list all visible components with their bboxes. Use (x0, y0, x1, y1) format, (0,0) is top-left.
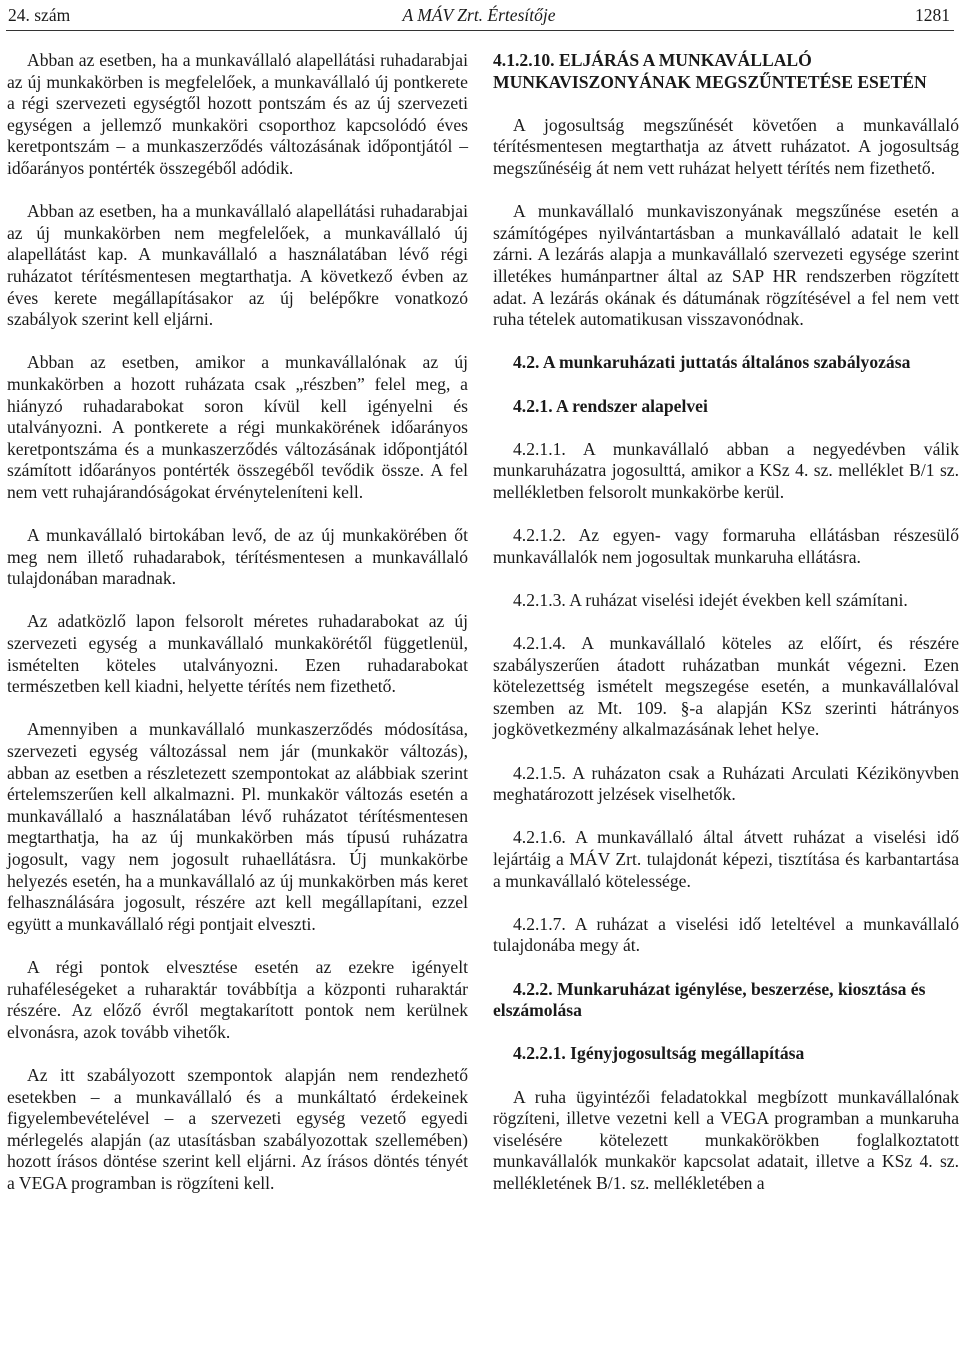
journal-title: A MÁV Zrt. Értesítője (402, 5, 556, 25)
section-heading-4-2-1: 4.2.1. A rendszer alapelvei (513, 395, 708, 416)
paragraph: Abban az esetben, ha a munkavállaló alapellátási ruhadarabjai az új munkakörben nem megfelelőek, a munkavállaló új alapellátást kap. A munkavállaló a használatában lévő régi ruházatot térítésmentesen megtarthatja. A következő évben az éves kerete megállapításakor az új belépőkre vonatkozó szabályok szerint kell eljárni. (7, 201, 468, 330)
paragraph: Az itt szabályozott szempontok alapján nem rendezhető esetekben – a munkavállaló és a munkáltató érdekeinek figyelembevételével – a szervezeti egység vezető egyedi mérlegelés alapján (az utasításban szabályozottak szellemében) hozott írásos döntése szerint kell eljárni. Az írásos döntés tényét a VEGA programban is rögzíteni kell. (7, 1064, 468, 1193)
section-heading-4-2: 4.2. A munkaruházati juttatás általános szabályozása (513, 352, 911, 373)
paragraph: A munkavállaló birtokában levő, de az új munkakörében őt meg nem illető ruhadarabok, térítésmentesen a munkavállaló tulajdonában maradnak. (7, 525, 468, 589)
paragraph: Abban az esetben, amikor a munkavállalónak az új munkakörben a hozott ruházata csak „részben” felel meg, a hiányzó ruhadarabokat soron kívül kell igényelni és utalványozni. A pontkerete a régi munkakörének időarányos keretpontszáma és a munkaszerződés változásának időpontjától számított időarányos pontérték összegéből tevődik össze. A fel nem vett ruhajárandóságokat érvényteleníteni kell. (7, 352, 468, 502)
paragraph-4-2-1-2: 4.2.1.2. Az egyen- vagy formaruha ellátásban részesülő munkavállalók nem jogosultak munkaruha ellátásra. (493, 525, 959, 567)
paragraph: A ruha ügyintézői feladatokkal megbízott munkavállalónak rögzíteni, illetve vezetni kell a VEGA programban a munkaruha viselésére kötelezett munkakörökben foglalkoztatott munkavállalók munkakör kapcsolat adatait, illetve a KSz 4. sz. mellékletének B/1. sz. mellékletében a (493, 1086, 959, 1193)
section-heading-4-2-2-1: 4.2.2.1. Igényjogosultság megállapítása (513, 1043, 805, 1064)
paragraph-4-2-1-1: 4.2.1.1. A munkavállaló abban a negyedévben válik munkaruházatra jogosulttá, amikor a KSz 4. sz. melléklet B/1 sz. mellékletben felsorolt munkakörbe kerül. (493, 438, 959, 502)
paragraph-4-2-1-3: 4.2.1.3. A ruházat viselési idejét években kell számítani. (513, 589, 908, 610)
paragraph-4-2-1-6: 4.2.1.6. A munkavállaló által átvett ruházat a viselési idő lejártáig a MÁV Zrt. tulajdonát képezi, tisztítása és karbantartása a munkavállaló kötelessége. (493, 827, 959, 891)
header-rule (6, 30, 954, 31)
paragraph: A régi pontok elvesztése esetén az ezekre igényelt ruhaféleségeket a ruharaktár továbbítja a központi ruharaktár részére. Az előző évről megtakarított pontok nem kerülnek elvonásra, azok tovább vihetők. (7, 956, 468, 1042)
left-column (7, 50, 468, 1216)
section-heading-4-2-2: 4.2.2. Munkaruházat igénylése, beszerzése, kiosztása és elszámolása (493, 978, 926, 1021)
paragraph-4-2-1-7: 4.2.1.7. A ruházat a viselési idő leteltével a munkavállaló tulajdonába megy át. (493, 913, 959, 956)
page-header (8, 4, 950, 30)
paragraph-4-2-1-4: 4.2.1.4. A munkavállaló köteles az előírt, és részére szabályszerűen átadott ruházatban munkát végezni. Ezen kötelezettség ismételt megszegése esetén, a munkavállalóval szemben az Mt. 109. §-a alapján KSz szerinti hátrányos jogkövetkezmény alkalmazásának lehet helye. (493, 633, 959, 740)
paragraph: Az adatközlő lapon felsorolt méretes ruhadarabokat az új szervezeti egység a munkavállaló munkakörétől függetlenül, ismételten köteles utalványozni. Ezen ruhadarabokat természetben kell kiadni, helyette térítés nem fizethető. (7, 611, 468, 697)
issue-number: 24. szám (8, 5, 71, 25)
paragraph: Amennyiben a munkavállaló munkaszerződés módosítása, szervezeti egység változással nem jár (munkakör változás), abban az esetben a részletezett szempontokat az alábbiak szerint értelemszerűen kell alkalmazni. Pl. munkakör változás esetén a munkavállaló a használatában lévő ruházatot térítésmentesen megtarthatja, ha az új munkakörben más típusú ruházatra jogosult, vagy nem jogosult ruhaellátásra. Új munkakörbe helyezés esetén, ha a munkavállaló az új munkakörben más keret felhasználására jogosult, részére azt kell megállapítani, ezzel együtt a munkavállaló régi pontjait elveszti. (7, 719, 468, 934)
paragraph: A jogosultság megszűnését követően a munkavállaló térítésmentesen megtarthatja az átvett ruházatot. A jogosultság megszűnéséig át nem vett ruházat helyett térítés nem fizethető. (493, 114, 959, 178)
paragraph-4-2-1-5: 4.2.1.5. A ruházaton csak a Ruházati Arculati Kézikönyvben meghatározott jelzések viselhetők. (493, 762, 959, 805)
right-column (493, 50, 959, 1216)
paragraph: A munkavállaló munkaviszonyának megszűnése esetén a számítógépes nyilvántartásban a munkavállaló adatait le kell zárni. A lezárás alapja a munkavállaló szervezeti egysége szerint illetékes humánpartner által az SAP HR rendszerben rögzített adat. A lezárás okának és dátumának rögzítésével a fel nem vett ruha tételek automatikusan visszavonódnak. (493, 201, 959, 330)
section-heading-4-1-2-10: 4.1.2.10. ELJÁRÁS A MUNKAVÁLLALÓ MUNKAVISZONYÁNAK MEGSZŰNTETÉSE ESETÉN (493, 50, 927, 92)
page-number: 1281 (915, 5, 950, 25)
paragraph: Abban az esetben, ha a munkavállaló alapellátási ruhadarabjai az új munkakörben is megfelelőek, a munkavállaló új pontkerete a régi szervezeti egységtől hozott pontszám és az új szervezeti egységen a jellemző munkaköri csoporthoz kapcsolódó éves keretpontszám – a munkaszerződés változásának időpontjától – időarányos pontérték összegéből adódik. (7, 50, 468, 178)
